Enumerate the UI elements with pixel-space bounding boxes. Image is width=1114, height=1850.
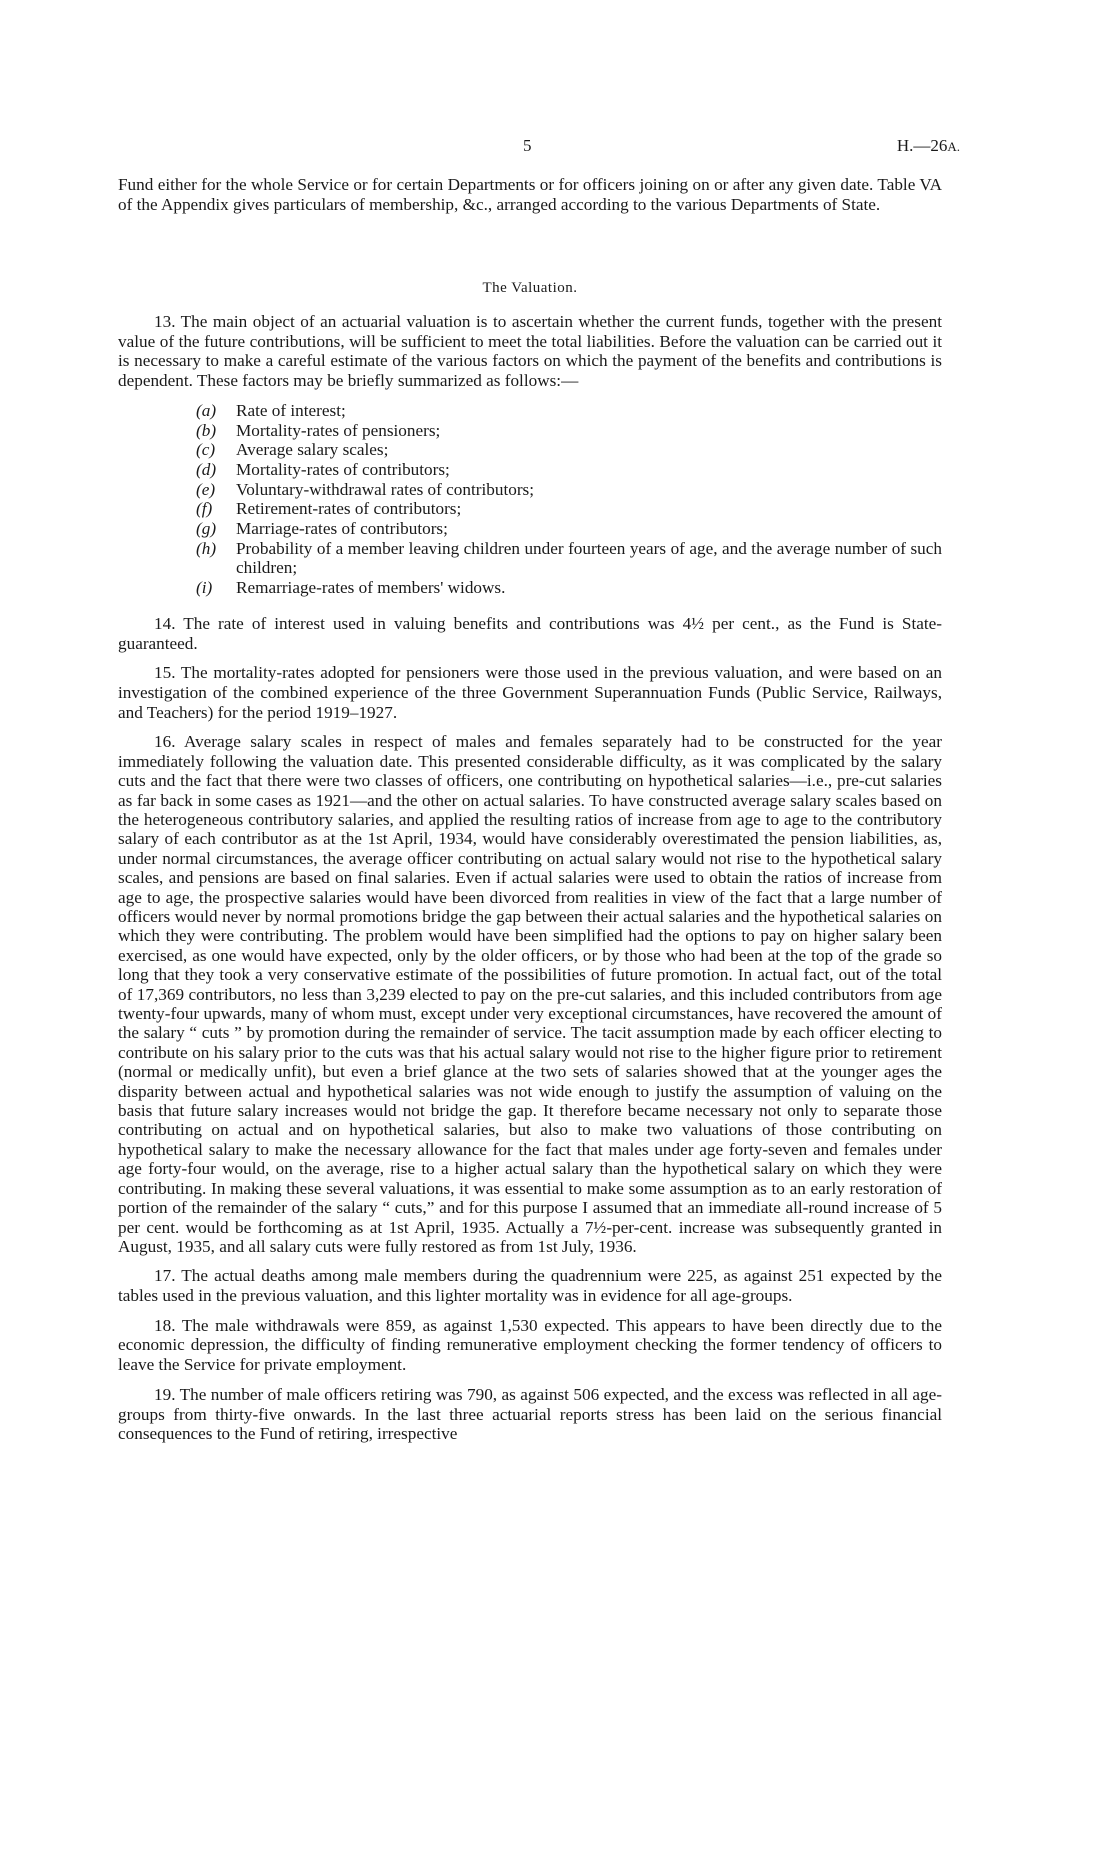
document-reference-main: H.—26 [896, 136, 948, 155]
paragraph-15: 15. The mortality-rates adopted for pensioners were those used in the previous valuation, and were based on an investigation of the combined experience of the three Government Superannuation Funds (Public Service, Railways, and Teachers) for the period 1919–1927. [118, 663, 942, 722]
factor-item [196, 499, 942, 519]
factor-text: Retirement-rates of contributors; [236, 499, 462, 519]
factor-item [196, 401, 942, 421]
document-reference-suffix: A. [947, 139, 960, 154]
page-number: 5 [523, 136, 532, 155]
intro-paragraph: Fund either for the whole Service or for certain Departments or for officers joining on or after any given date. Table VA of the Appendix gives particulars of membership, &c., arranged according to the various Departments of State. [118, 175, 942, 215]
paragraph-18: 18. The male withdrawals were 859, as against 1,530 expected. This appears to have been directly due to the economic depression, the difficulty of finding remunerative employment checking the former tendency of officers to leave the Service for private employment. [118, 1315, 942, 1375]
factor-text: Average salary scales; [236, 440, 389, 460]
factor-text: Marriage-rates of contributors; [236, 519, 448, 539]
paragraph-17: 17. The actual deaths among male members during the quadrennium were 225, as against 251 expected by the tables used in the previous valuation, and this lighter mortality was in evidence for all age-groups. [118, 1266, 942, 1306]
factor-text: Mortality-rates of pensioners; [236, 420, 441, 440]
factor-marker: (a) [196, 400, 217, 420]
factor-text: Voluntary-withdrawal rates of contributors; [236, 479, 535, 499]
document-body [118, 312, 942, 1454]
paragraph-13: 13. The main object of an actuarial valuation is to ascertain whether the current funds, together with the present value of the future contributions, will be sufficient to meet the total liabilities. Before the valuation can be carried out it is necessary to make a careful estimate of the various factors on which the payment of the benefits and contributions is dependent. These factors may be briefly summarized as follows:— [118, 312, 942, 391]
factor-item [196, 460, 942, 480]
factor-marker: (d) [196, 459, 217, 479]
section-title: The Valuation. [482, 280, 578, 296]
factor-item [196, 539, 942, 578]
factor-marker: (h) [196, 538, 217, 558]
factor-text: Mortality-rates of contributors; [236, 459, 450, 479]
factor-marker: (b) [196, 420, 217, 440]
document-reference [897, 136, 960, 156]
factor-text: Remarriage-rates of members' widows. [236, 578, 506, 598]
factor-marker: (c) [196, 440, 216, 460]
factor-text: Probability of a member leaving children under fourteen years of age, and the average number of such children; [236, 538, 942, 578]
factor-item [196, 440, 942, 460]
factor-marker: (g) [196, 519, 217, 539]
factor-item [196, 480, 942, 500]
factor-item [196, 578, 942, 598]
page-header [118, 136, 960, 158]
factor-item [196, 421, 942, 441]
factor-item [196, 519, 942, 539]
paragraph-14: 14. The rate of interest used in valuing benefits and contributions was 4½ per cent., as the Fund is State-guaranteed. [118, 613, 942, 653]
paragraph-19: 19. The number of male officers retiring was 790, as against 506 expected, and the excess was reflected in all age-groups from thirty-five onwards. In the last three actuarial reports stress has been laid on the serious financial consequences to the Fund of retiring, irrespective [118, 1384, 942, 1444]
paragraph-16: 16. Average salary scales in respect of males and females separately had to be constructed for the year immediately following the valuation date. This presented considerable difficulty, as it was complicated by the salary cuts and the fact that there were two classes of officers, one contributing on hypothetical salaries—i.e., pre-cut salaries as far back in some cases as 1921—and the other on actual salaries. To have constructed average salary scales based on the heterogeneous contributory salaries, and applied the resulting ratios of increase from age to age to the contributory salary of each contributor as at the 1st April, 1934, would have considerably overestimated the pension liabilities, as, under normal circumstances, the average officer contributing on actual salary would not rise to the hypothetical salary scales, and pensions are based on final salaries. Even if actual salaries were used to obtain the ratios of increase from age to age, the prospective salaries would have been divorced from realities in view of the fact that a large number of officers would never by normal promotions bridge the gap between their actual salaries and the hypothetical salaries on which they were contributing. The problem would have been simplified had the options to pay on higher salary been exercised, as one would have expected, only by the older officers, or by those who had been at the top of the grade so long that they took a very conservative estimate of the possibilities of future promotion. In actual fact, out of the total of 17,369 contributors, no less than 3,239 elected to pay on the pre-cut salaries, and this included contributors from age twenty-four upwards, many of whom must, except under very exceptional circumstances, have recovered the amount of the salary “ cuts ” by promotion during the remainder of service. The tacit assumption made by each officer electing to contribute on his salary prior to the cuts was that his actual salary would not rise to the higher figure prior to retirement (normal or medically unfit), but even a brief glance at the two sets of salaries showed that at the younger ages the disparity between actual and hypothetical salaries was not wide enough to justify the assumption of valuing on the basis that future salary increases would not bridge the gap. It therefore became necessary not only to separate those contributing on actual and on hypothetical salaries, but also to make two valuations of those contributing on hypothetical salary to make the necessary allowance for the fact that males under age forty-seven and females under age forty-four would, on the average, rise to a higher actual salary than the hypothetical salary on which they were contributing. In making these several valuations, it was essential to make some assumption as to an early restoration of portion of the remainder of the salary “ cuts,” and for this purpose I assumed that an immediate all-round increase of 5 per cent. would be forthcoming as at 1st April, 1935. Actually a 7½-per-cent. increase was subsequently granted in August, 1935, and all salary cuts were fully restored as from 1st July, 1936. [118, 732, 942, 1256]
valuation-factor-list [118, 401, 942, 598]
factor-marker: (f) [196, 499, 213, 519]
factor-marker: (i) [196, 578, 213, 598]
factor-marker: (e) [196, 479, 216, 499]
factor-text: Rate of interest; [236, 400, 346, 420]
